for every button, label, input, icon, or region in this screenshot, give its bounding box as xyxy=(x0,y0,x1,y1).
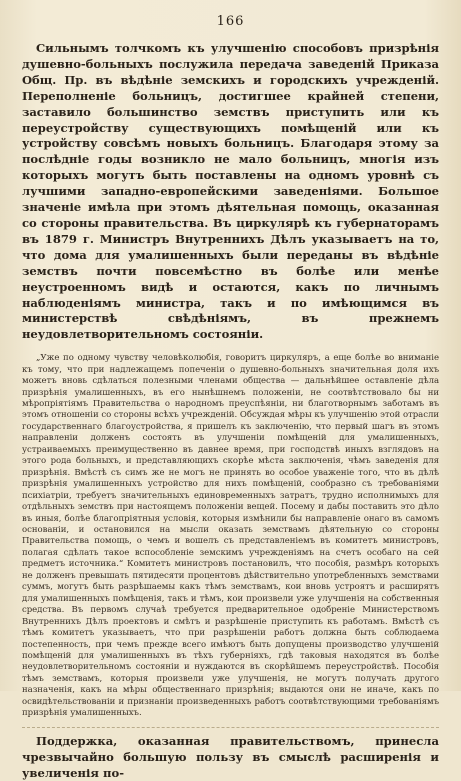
circular-quote: „Уже по одному чувству человѣколюбія, говоритъ циркуляръ, а еще болѣе во вниманіе къ тому, что при надлежащемъ попеченіи о душевно-больныхъ значительная доля ихъ можетъ вновь сдѣлаться полезными членами общества — дальнѣйшее оставленіе дѣла призрѣнія умалишенныхъ, въ его нынѣшнемъ положеніи, не соотвѣтствовало бы ни мѣропріятіямъ Правительства о народномъ преуспѣяніи, ни благотворнымъ заботамъ въ этомъ отношеніи со стороны всѣхъ учрежденій. Обсуждая мѣры къ улучшенію этой отрасли государственнаго благоустройства, я пришелъ къ заключенію, что первый шагъ въ этомъ направленіи долженъ состоять въ улучшеніи помѣщеній для умалишенныхъ, устраиваемыхъ преимущественно въ давнее время, при господствѣ иныхъ взглядовъ на этого рода больныхъ, и представляющихъ скорѣе мѣста заключенія, чѣмъ заведенія для призрѣнія. Вмѣстѣ съ симъ же не могъ не принять во особое уваженіе того, что въ дѣлѣ призрѣнія умалишенныхъ устройство для нихъ помѣщеній, сообразно съ требованіями психіатріи, требуетъ значительныхъ единовременныхъ затратъ, трудно исполнимыхъ для отдѣльныхъ земствъ при настоящемъ положеніи вещей. Посему и дабы поставить это дѣло въ иныя, болѣе благопріятныя условія, которыя измѣнили бы направленіе онаго въ самомъ основаніи, и остановился на мысли оказать земствамъ дѣятельную со стороны Правительства помощь, о чемъ и вошелъ съ представленіемъ въ комитетъ министровъ, полагая сдѣлать такое вспособленіе земскимъ учрежденіямъ на счетъ особаго на сей предметъ источника.“ Комитетъ министровъ постановилъ, что пособія, размѣръ которыхъ не долженъ превышать пятидесяти процентовъ дѣйствительно употребленныхъ земствами суммъ, могутъ быть разрѣшаемы какъ тѣмъ земствамъ, кои вновь устроятъ и расширятъ для умалишенныхъ помѣщенія, такъ и тѣмъ, кои произвели уже улучшенія на собственныя средства. Въ первомъ случаѣ требуется предварительное одобреніе Министерствомъ Внутреннихъ Дѣлъ проектовъ и смѣтъ и разрѣшеніе приступить къ работамъ. Вмѣстѣ съ тѣмъ комитетъ указываетъ, что при разрѣшеніи работъ должна быть соблюдаема постепенность, при чемъ прежде всего имѣютъ быть допущены производство улучшеній помѣщеній для умалишенныхъ въ тѣхъ губерніяхъ, гдѣ таковыя находятся въ болѣе неудовлетворительномъ состояніи и нуждаются въ скорѣйшемъ переустройствѣ. Пособія тѣмъ земствамъ, которыя произвели уже улучшенія, не могутъ получать другого назначенія, какъ на мѣры общественнаго призрѣнія; выдаются они не иначе, какъ по освидѣтельствованіи и признаніи произведенныхъ работъ соотвѣтствующими требованіямъ призрѣнія умалишенныхъ. xyxy=(22,353,439,719)
section-divider xyxy=(22,727,439,728)
main-paragraph: Сильнымъ толчкомъ къ улучшенію способовъ призрѣнія душевно-больныхъ послужила передача заведеній Приказа Общ. Пр. въ вѣдѣніе земскихъ и городскихъ учрежденій. Переполненіе больницъ, достигшее крайней степени, заставило большинство земствъ приступить или къ переустройству существующихъ помѣщеній или къ устройству совсѣмъ новыхъ больницъ. Благодаря этому за послѣдніе годы возникло не мало больницъ, многія изъ которыхъ могутъ быть поставлены на одномъ уровнѣ съ лучшими западно-европейскими заведеніями. Большое значеніе имѣла при этомъ дѣятельная помощь, оказанная со стороны правительства. Въ циркулярѣ къ губернаторамъ въ 1879 г. Министръ Внутреннихъ Дѣлъ указываетъ на то, что дома для умалишенныхъ были переданы въ вѣдѣніе земствъ почти повсемѣстно въ болѣе или менѣе неустроенномъ видѣ и остаются, какъ по личнымъ наблюденіямъ министра, такъ и по имѣющимся въ министерствѣ свѣдѣніямъ, въ прежнемъ неудовлетворительномъ состояніи. xyxy=(22,41,439,342)
continuation-paragraph: Поддержка, оказанная правительствомъ, принесла чрезвычайно большую пользу въ смыслѣ расширенія и увеличенія по- xyxy=(22,733,439,780)
page-number: 166 xyxy=(216,14,245,29)
